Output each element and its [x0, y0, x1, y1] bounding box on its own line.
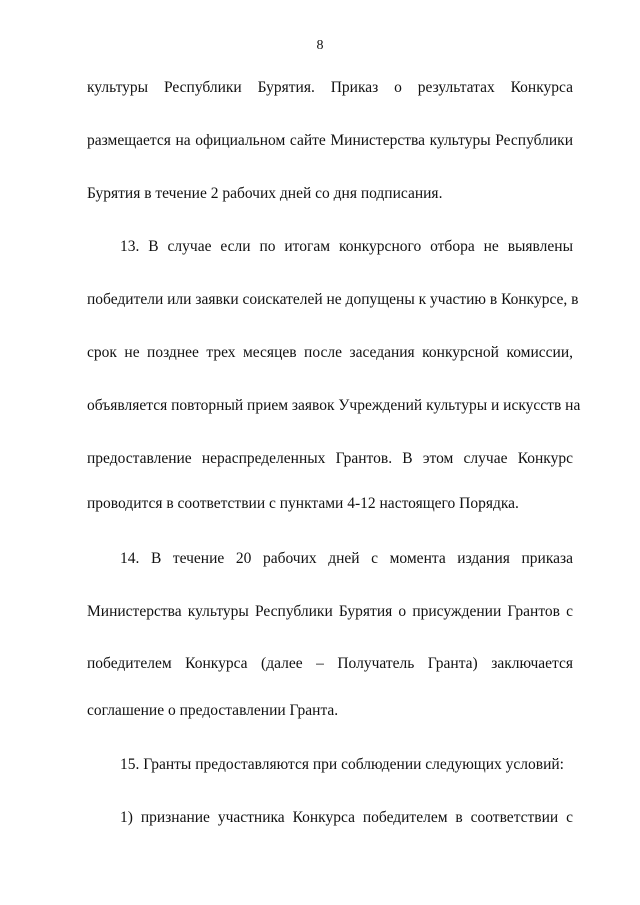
text-line: объявляется повторный прием заявок Учреждений культуры и искусств на — [87, 397, 581, 414]
list-item-1-first-line: 1) признание участника Конкурса победителем в соответствии с — [120, 809, 573, 826]
page-number: 8 — [316, 38, 324, 53]
text-line: соглашение о предоставлении Гранта. — [87, 702, 339, 719]
text-line: Министерства культуры Республики Бурятия о присуждении Грантов с — [87, 603, 573, 620]
text-line: Бурятия в течение 2 рабочих дней со дня подписания. — [87, 185, 443, 202]
text-line: срок не позднее трех месяцев после заседания конкурсной комиссии, — [87, 344, 573, 361]
paragraph-15-first-line: 15. Гранты предоставляются при соблюдении следующих условий: — [120, 756, 564, 773]
paragraph-14-first-line: 14. В течение 20 рабочих дней с момента издания приказа — [120, 550, 573, 567]
text-line: победителем Конкурса (далее – Получатель Гранта) заключается — [87, 655, 573, 672]
paragraph-13-first-line: 13. В случае если по итогам конкурсного отбора не выявлены — [120, 238, 573, 255]
text-line: размещается на официальном сайте Министерства культуры Республики — [87, 132, 573, 149]
text-line: победители или заявки соискателей не допущены к участию в Конкурсе, в — [87, 291, 579, 308]
text-line: проводится в соответствии с пунктами 4-12 настоящего Порядка. — [87, 495, 519, 512]
text-line: предоставление нераспределенных Грантов. В этом случае Конкурс — [87, 450, 573, 467]
text-line: культуры Республики Бурятия. Приказ о результатах Конкурса — [87, 79, 573, 96]
